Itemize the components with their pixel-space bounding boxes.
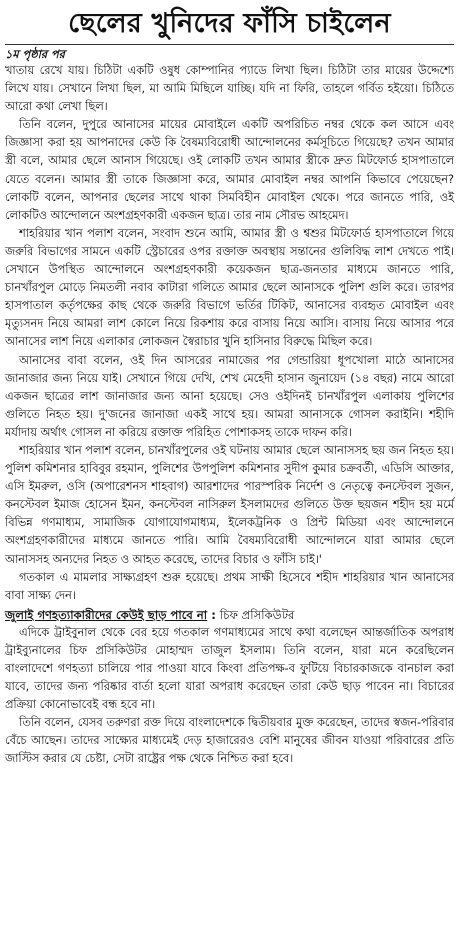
article-headline: ছেলের খুনিদের ফাঁসি চাইলেন (68, 8, 391, 39)
continuation-label: ১ম পৃষ্ঠার পর (5, 48, 65, 61)
paragraph-1: খাতায় রেখে যায়। চিঠিটা একটি ওষুধ কোম্পানির প্যাডে লিখা ছিল। চিঠিটা তার মায়ের উদ্দেশ্যে লিখে যায়। সেখানে লিখা ছিল, মা আমি মিছিলে যাচ্ছি। যদি না ফিরি, তাহলে গর্বিত হইয়ো। চিঠিতে আরো কথা লেখা ছিল। (5, 64, 454, 114)
subheading-title: জুলাই গণহত্যাকারীদের কেউই ছাড় পাবে না (5, 607, 208, 622)
paragraph-2: তিনি বলেন, দুপুরে আনাসের মায়ের মোবাইলে একটি অপরিচিত নম্বর থেকে কল আসে এবং জিজ্ঞাসা করা হয় আপনাদের কেউ কি বৈষম্যবিরোধী আন্দোলনের কর্মসূচিতে গিয়েছে? তখন আমার স্ত্রী বলে, আমার ছেলে আনাস গিয়েছে। ওই লোকটি তখন আমার স্ত্রীকে দ্রুত মিটফোর্ড হাসপাতালে যেতে বলেন। আমার স্ত্রী তাকে জিজ্ঞাসা করে, আমার মোবাইল নম্বর আপনি কিভাবে পেয়েছেন? লোকটি বলেন, আপনার ছেলের সাথে থাকা সিমবিহীন মোবাইল থেকে। পরে জানতে পারি, ওই লোকটিও আন্দোলনে অংশগ্রহণকারী একজন ছাত্র। তার নাম সৌরভ আহমেদ। (5, 118, 454, 222)
subheading-source: চিফ প্রসিকিউটর (219, 607, 295, 622)
paragraph-6: গতকাল এ মামলার সাক্ষ্যগ্রহণ শুরু হয়েছে। প্রথম সাক্ষী হিসেবে শহীদ শাহরিয়ার খান আনাসের বাবা সাক্ষ্য দেন। (5, 570, 454, 602)
article-body (5, 62, 454, 769)
paragraph-7: এদিকে ট্রাইবুনাল থেকে বের হয়ে গতকাল গণমাধ্যমের সাথে কথা বলেছেন আন্তর্জাতিক অপরাধ ট্রাইব্যুনালের চিফ প্রসিকিউটর মোহাম্মদ তাজুল ইসলাম। তিনি বলেন, যারা মনে করেছিলেন বাংলাদেশে গণহত্যা চালিয়ে পার পাওয়া যাবে কিংবা প্রতিপক্ষ-ব ফুটিয়ে বিচারকাজকে বানচাল করা যাবে, তাদের জন্য পরিষ্কার বার্তা হলো যারা অপরাধ করেছেন তারা কেউ ছাড় পাবেন না। বিচারের প্রক্রিয়া কোনোভাবেই বন্ধ হবে না। (5, 625, 454, 712)
subheading (5, 606, 454, 624)
headline-rule (5, 44, 454, 45)
paragraph-5: শাহরিয়ার খান পলাশ বলেন, চানখাঁরপুলের ওই ঘটনায় আমার ছেলে আনাসসহ ছয় জন নিহত হয়। পুলিশ কমিশনার হাবিবুর রহমান, পুলিশের উপপুলিশ কমিশনার সুদীপ কুমার চক্রবর্তী, এডিসি আক্তার, এসি ইমরুল, ওসি (অপারেশনস শাহবাগ) আরশাদের পারস্পরিক নির্দেশ ও নেতৃত্বে কনস্টেবল সুজন, কনস্টেবল ইমাজ হোসেন ইমন, কনস্টেবল নাসিরুল ইসলামদের গুলিতে উক্ত ছয়জন শহীদ হয় মর্মে বিভিন্ন গণমাধ্যম, সামাজিক যোগাযোগমাধ্যম, ইলেকট্রনিক ও প্রিন্ট মিডিয়া এবং আন্দোলনে অংশগ্রহণকারীদের মাধ্যমে জানতে পারি। আমি বৈষম্যবিরোধী আন্দোলনে যারা আমার ছেলে আনাসসহ অন্যদের নিহত ও আহত করেছে, তাদের বিচার ও ফাঁসি চাই।' (5, 443, 454, 566)
paragraph-4: আনাসের বাবা বলেন, ওই দিন আসরের নামাজের পর গেন্ডারিয়া ধূপখোলা মাঠে আনাসের জানাজার জন্য নিয়ে যাই। সেখানে গিয়ে দেখি, শেখ মেহেদী হাসান জুনায়েদ (১৪ বছর) নামে আরো একজন ছাত্রের লাশ জানাজার জন্য আনা হয়েছে। সেও ওইদিনই চানখাঁরপুল এলাকায় পুলিশের গুলিতে নিহত হয়। দু'জনের জানাজা একই সাথে হয়। আমরা আনাসকে গোসল করাইনি। শহীদি মর্যাদায় অর্থাৎ গোসল না করিয়ে রক্তাক্ত পরিহিত পোশাকসহ তাকে দাফন করি। (5, 353, 454, 439)
paragraph-3: শাহরিয়ার খান পলাশ বলেন, সংবাদ শুনে আমি, আমার স্ত্রী ও শ্বশুর মিটফোর্ড হাসপাতালে গিয়ে জরুরি বিভাগের সামনে একটি স্ট্রেচারের ওপর রক্তাক্ত অবস্থায় সন্তানের গুলিবিদ্ধ লাশ দেখতে পাই। সেখানে উপস্থিত আন্দোলনে অংশগ্রহণকারী কয়েকজন ছাত্র-জনতার মাধ্যমে জানতে পারি, চানখাঁরপুল মোড়ে নিমতলী নবাব কাটারা গলিতে আমার ছেলে আনাসকে পুলিশ গুলি করে। তারপর হাসপাতাল কর্তৃপক্ষের কাছ থেকে জরুরি বিভাগে ভর্তির টিকিট, আনাসের ব্যবহৃত মোবাইল এবং মৃত্যুসনদ নিয়ে আমরা লাশ কোলে নিয়ে রিকশায় করে বাসায় নিয়ে আসি। বাসায় নিয়ে আসার পরে আনাসের লাশ নিয়ে এলাকার লোকজন স্বৈরাচার খুনি হাসিনার বিরুদ্ধে মিছিল করে। (5, 226, 454, 349)
subheading-separator: : (207, 607, 220, 622)
paragraph-8: তিনি বলেন, যেসব তরুণরা রক্ত দিয়ে বাংলাদেশকে দ্বিতীয়বার মুক্ত করেছেন, তাদের স্বজন-পরিবার বেঁচে আছেন। তাদের সাক্ষ্যের মাধ্যমেই দেড় হাজারেরও বেশি মানুষের জীবন যাওয়া পরিবারের প্রতি জাস্টিস করার যে চেষ্টা, সেটা রাষ্ট্রের পক্ষ থেকে নিশ্চিত করা হবে। (5, 716, 454, 766)
